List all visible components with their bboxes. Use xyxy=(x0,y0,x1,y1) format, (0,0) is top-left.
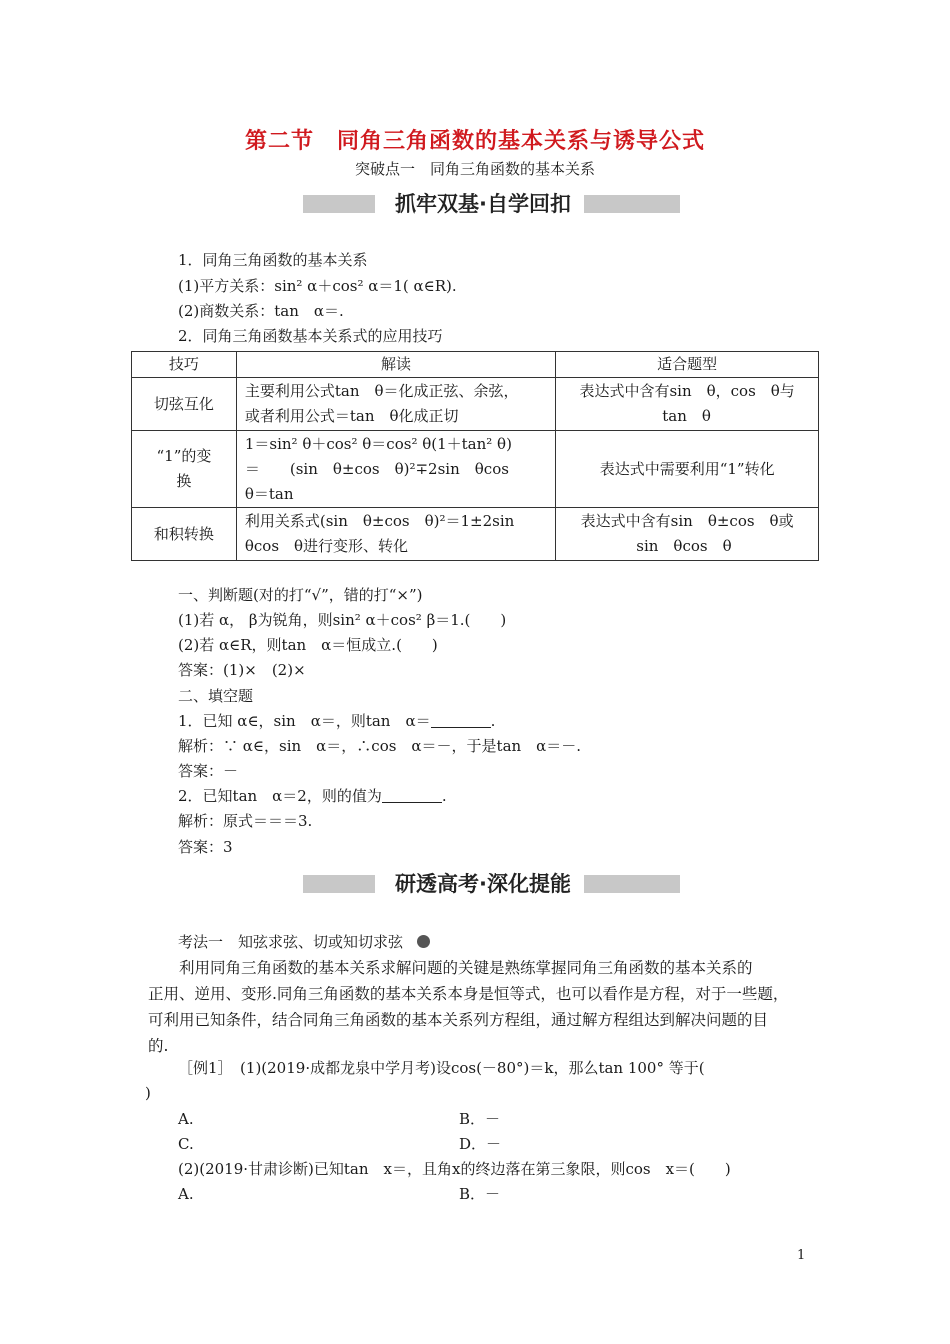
banner-bar-left xyxy=(303,195,375,213)
banner-text: 抓牢双基·自学回扣 xyxy=(395,192,571,216)
answer-line: 答案：3 xyxy=(178,838,233,856)
solution-line: 解析：原式＝＝＝3. xyxy=(178,812,313,830)
cell-line: 表达式中含有sin θ，cos θ与 xyxy=(579,382,795,400)
table-cell-technique: 和积转换 xyxy=(132,508,237,561)
table-row xyxy=(132,431,819,508)
table-header-row xyxy=(132,352,819,378)
option-d: D．－ xyxy=(459,1135,502,1153)
cell-line: 表达式中含有sin θ±cos θ或 xyxy=(580,512,794,530)
table-cell-technique: 切弦互化 xyxy=(132,378,237,431)
text-line: (2)若 α∈R，则tan α＝恒成立.( ) xyxy=(178,636,438,654)
cell-line: 或者利用公式＝tan θ化成正切 xyxy=(244,407,459,425)
option-c: C. xyxy=(178,1135,194,1153)
text-line: 1．同角三角函数的基本关系 xyxy=(178,251,368,269)
table-row xyxy=(132,508,819,561)
cell-line: θcos θ进行变形、转化 xyxy=(244,537,409,555)
option-b: B．－ xyxy=(459,1110,501,1128)
example-line: ［例1］ (1)(2019·成都龙泉中学月考)设cos(－80°)＝k，那么tan 100° 等于( xyxy=(178,1059,705,1077)
text-line: (2)商数关系：tan α＝. xyxy=(178,302,344,320)
question-text: 2．已知tan α＝2，则的值为 xyxy=(178,787,382,805)
text-line: (1)平方关系：sin² α＋cos² α＝1( α∈R). xyxy=(178,277,457,295)
cell-line: θ＝tan xyxy=(244,484,294,503)
table-header-cell: 解读 xyxy=(236,352,555,378)
paragraph-line: 可利用已知条件，结合同角三角函数的基本关系列方程组，通过解方程组达到解决问题的目 xyxy=(148,1011,769,1029)
intro-paragraph xyxy=(148,955,808,1059)
question-end: . xyxy=(490,712,496,730)
table-cell-applicable xyxy=(556,378,819,431)
answer-blank xyxy=(431,713,491,728)
example-close: ) xyxy=(145,1084,151,1102)
banner-bar-right xyxy=(584,195,680,213)
text-line: 二、填空题 xyxy=(178,687,254,705)
answer-line: 答案：－ xyxy=(178,762,239,780)
page-title: 第二节 同角三角函数的基本关系与诱导公式 xyxy=(244,129,705,154)
table-cell-applicable: 表达式中需要利用“1”转化 xyxy=(556,431,819,508)
text-line: 2．同角三角函数基本关系式的应用技巧 xyxy=(178,327,443,345)
cell-line: 换 xyxy=(176,472,192,490)
method-title xyxy=(178,932,430,952)
option-a: A. xyxy=(178,1185,194,1203)
banner-bar-right xyxy=(584,875,680,893)
table-cell-applicable xyxy=(556,508,819,561)
page-number: 1 xyxy=(797,1248,806,1263)
table-cell-technique xyxy=(132,431,237,508)
question-end: . xyxy=(441,787,447,805)
question-text: 1．已知 α∈，sin α＝，则tan α＝ xyxy=(178,712,431,730)
example-line: (2)(2019·甘肃诊断)已知tan x＝，且角x的终边落在第三象限，则cos x＝( ) xyxy=(178,1160,731,1178)
paragraph-line: 的. xyxy=(148,1037,169,1055)
paragraph-line: 利用同角三角函数的基本关系求解问题的关键是熟练掌握同角三角函数的基本关系的 xyxy=(148,959,753,977)
question-line xyxy=(178,786,447,806)
solution-line: 解析：∵ α∈，sin α＝，∴cos α＝－，于是tan α＝－. xyxy=(178,737,582,755)
table-cell-explanation xyxy=(236,378,555,431)
banner-text: 研透高考·深化提能 xyxy=(395,872,571,896)
table-row xyxy=(132,378,819,431)
techniques-table xyxy=(131,351,819,561)
answer-line: 答案：(1)× (2)× xyxy=(178,661,306,679)
cell-line: tan θ xyxy=(662,407,711,425)
table-header-cell: 适合题型 xyxy=(556,352,819,378)
section-banner-basics xyxy=(303,190,680,218)
cell-line: 主要利用公式tan θ＝化成正弦、余弦， xyxy=(244,382,519,400)
table-cell-explanation xyxy=(236,508,555,561)
text-line: (1)若 α， β为锐角，则sin² α＋cos² β＝1.( ) xyxy=(178,611,507,629)
option-b: B．－ xyxy=(459,1185,501,1203)
paragraph-line: 正用、逆用、变形.同角三角函数的基本关系本身是恒等式，也可以看作是方程，对于一些题， xyxy=(148,985,789,1003)
cell-line: “1”的变 xyxy=(156,447,212,465)
cell-line: sin θcos θ xyxy=(636,537,732,555)
question-line xyxy=(178,711,495,731)
difficulty-dot-icon xyxy=(417,935,430,948)
page-subtitle: 突破点一 同角三角函数的基本关系 xyxy=(354,160,595,178)
table-header-cell: 技巧 xyxy=(132,352,237,378)
method-title-text: 考法一 知弦求弦、切或知切求弦 xyxy=(178,933,404,951)
table-cell-explanation xyxy=(236,431,555,508)
cell-line: 利用关系式(sin θ±cos θ)²＝1±2sin xyxy=(244,512,515,530)
section-banner-advanced xyxy=(303,870,680,898)
cell-line: ＝ (sin θ±cos θ)²∓2sin θcos xyxy=(244,459,509,478)
cell-line: 1＝sin² θ＋cos² θ＝cos² θ(1＋tan² θ) xyxy=(244,434,512,453)
option-a: A. xyxy=(178,1110,194,1128)
banner-bar-left xyxy=(303,875,375,893)
text-line: 一、判断题(对的打“√”，错的打“×”) xyxy=(178,586,423,604)
answer-blank xyxy=(382,788,442,803)
